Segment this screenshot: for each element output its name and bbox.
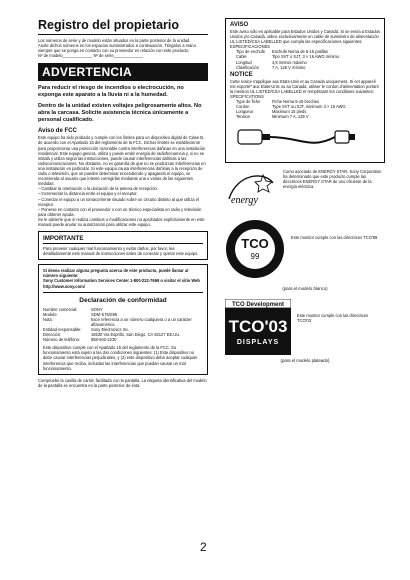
importante-title: IMPORTANTE xyxy=(43,235,203,244)
conf-key: Nombre comercial: xyxy=(43,306,78,312)
conf-key: Nota: xyxy=(43,316,53,322)
tco03-text: Este monitor cumple con las directrices TCO'03 xyxy=(297,312,369,323)
spec-key: Longueur xyxy=(236,109,254,115)
spec-key: Clasificación xyxy=(236,64,259,70)
spec-value: 4,5 metros máximo xyxy=(272,59,307,65)
spec-key: Tipo de enchufe xyxy=(236,49,266,55)
tco99-logo-year: 99 xyxy=(250,251,260,261)
advertencia-warning-1: Para reducir el riesgo de incendios o electrocución, no exponga este aparato a la lluvia ni a la humedad. xyxy=(38,85,184,99)
spec-key: Type de fiche xyxy=(236,99,261,105)
spec-value: Minimum 7 A, 125 V xyxy=(272,114,309,120)
spec-value: 7 A, 125 V mínimo xyxy=(272,64,306,70)
conf-key: Entidad responsable: xyxy=(43,327,82,332)
energy-star-text: Como asociado de ENERGY STAR, Sony Corporation ha determinado que este producto cumple las directrices ENERGY STAR de uso eficiente de la energía eléctrica. xyxy=(283,168,382,189)
power-cord-illustration xyxy=(230,120,380,154)
left-column xyxy=(38,18,208,388)
spec-value: Fiche Nema 5-15 broches xyxy=(272,99,320,105)
conf-key: Número de teléfono: xyxy=(43,337,81,343)
advertencia-title: ADVERTENCIA xyxy=(38,63,208,81)
sony-contact: Sony Customer Information Services Center 1-800-222-7669 o visitar el sitio Web http://www.sony.com/ xyxy=(43,278,200,289)
aviso-body: Este aviso sólo es aplicable para Estados Unidos y Canadá. Si se envía a Estados Unidos y/o Canadá, utilice exclusivamente un cable de suministro de alimentación UL LISTED/CSA LABELLED que cumpla las especificaciones siguientes: xyxy=(230,29,380,45)
aviso-spec-title: ESPECIFICACIONES xyxy=(230,44,271,50)
tco03-caption: (para el modelo plateado) xyxy=(280,357,330,363)
spec-key: Cordon xyxy=(236,104,250,110)
spec-value: Tipo SVT o SJT, 3 × 16 AWG mínimo xyxy=(272,54,340,60)
conformidad-declaration: Este dispositivo cumple con el Apartado 15 del reglamento de la FCC. Su funcionamiento está sujeto a las dos condiciones siguientes: (1) Este dispositivo no debe causar interferencias perjudiciales, y (2) este dispositivo debe aceptar cualquier interferencia que reciba, incluidas las interferencias que puedan causar un mal funcionamiento. xyxy=(43,345,198,371)
tco03-row xyxy=(225,299,385,355)
tco99-caption: (para el modelo blanco) xyxy=(282,285,328,291)
conformidad-table xyxy=(43,307,203,343)
importante-box xyxy=(38,231,208,260)
registro-p2: Anote dichos números en los espacios suministrados a continuación. Téngalos a mano siempre que se ponga en contacto con su proveedor en relación con este producto. xyxy=(38,43,196,54)
tco99-logo xyxy=(225,217,285,283)
spec-value: Enchufe Nema de 5-15 patillas xyxy=(272,49,328,55)
svg-text:energy: energy xyxy=(231,194,258,206)
notice-body: Cette notice s'applique aux Etats-Unis et au Canada uniquement. Si cet appareil est exporté* aux Etats-Unis ou au Canada, utiliser le cordon d'alimentation portant la mention UL LISTED/CSA LABELLED et remplissant les conditions suivantes: xyxy=(230,78,379,94)
conf-value: 858-942-2230 xyxy=(91,337,117,343)
conf-value: Sony Electronics Inc. xyxy=(91,327,130,332)
advertencia-warning-2: Dentro de la unidad existen voltajes peligrosamente altos. No abra la carcasa. Solicite asistencia técnica únicamente a personal cualificado. xyxy=(38,103,202,124)
conformidad-title: Declaración de conformidad xyxy=(79,296,167,304)
tco03-logo xyxy=(225,299,291,355)
energy-star-row xyxy=(225,169,385,209)
conf-value: SDM-S75/S95 xyxy=(91,311,118,317)
tco03-logo-text: TCO'03 xyxy=(228,316,288,336)
sony-question: Si desea realizar alguna pregunta acerca de este producto, puede llamar al número siguiente: xyxy=(43,268,189,279)
fcc-measure-2: – Incrementar la distancia entre el equipo y el receptor. xyxy=(38,191,138,197)
spec-value: Maximum 15 pieds xyxy=(272,109,307,115)
tco99-text: Este monitor cumple con las directrices TCO'99 xyxy=(291,234,378,240)
tco03-logo-header: TCO Development xyxy=(231,301,285,308)
aviso-title: AVISO xyxy=(230,22,249,28)
importante-body: Para prevenir cualquier mal funcionamiento y evitar daños, por favor, lea detalladamente este manual de instrucciones antes de conectar y operar este equipo. xyxy=(43,246,199,257)
conf-value: hace referencia a un número cualquiera o a un carácter alfanumérico. xyxy=(91,316,192,327)
registro-fields: Nº de modelo_____________ Nº de serie_____________ xyxy=(38,53,144,59)
sony-box xyxy=(38,264,208,375)
registro-p1: Los números de serie y de modelo están situados en la parte posterior de la unidad. xyxy=(38,38,191,43)
fcc-measure-3: – Conectar el equipo a un tomacorriente situado sobre un circuito distinto al que utiliza el receptor. xyxy=(38,196,199,207)
fcc-title: Aviso de FCC xyxy=(38,128,77,135)
tco99-logo-text: TCO xyxy=(241,235,269,251)
conf-value: 16530 Via Esprillo, San Diego, CA 92127 EE.UU. xyxy=(91,332,181,338)
spec-value: Type SVT ou SJT, minimum 3 × 16 AWG xyxy=(272,104,346,110)
right-column xyxy=(225,18,385,366)
tco99-row xyxy=(225,217,385,283)
tco03-logo-sub: DISPLAYS xyxy=(236,338,280,346)
fcc-measure-4: – Ponerse en contacto con el proveedor o con un técnico especialista en radio y televisión para obtener ayuda. xyxy=(38,206,202,217)
fcc-body: Este equipo ha sido probado y cumple con los límites para un dispositivo digital de Clase B, de acuerdo con el Apartado 15 del reglamento de la FCC. Dichos límites se establecieron para proporcionar una protección razonable contra interferencias dañinas en una instalación residencial. Este equipo genera, utiliza y puede emitir energía de radiofrecuencia y, si no se instala y utiliza según las instrucciones, puede causar interferencias dañinas a las radiocomunicaciones. No obstante, no es garantía de que no se produzcan interferencias en una instalación en particular. Si este equipo causa interferencias dañinas a la recepción de radio o televisión, que se pueden determinar encendiendo y apagando el equipo, se recomienda al usuario que intente corregirlas mediante una o varias de las siguientes medidas: xyxy=(38,135,206,187)
aviso-box xyxy=(225,18,385,163)
fcc-footer: Se le advierte que si realiza cambios o modificaciones no aprobados explícitamente en este manual puede anular su autorización para utilizar este equipo. xyxy=(38,216,205,227)
spec-key: Cable xyxy=(236,54,247,60)
energy-star-logo xyxy=(225,169,277,209)
notice-spec-title: SPECIFICATIONS xyxy=(230,94,264,100)
label-note: Compruebe la casilla de cartón facilitada con la pantalla. La etiqueta identificativa del modelo de la pantalla se encuentra en la parte posterior de ésta. xyxy=(38,377,207,388)
conf-key: Dirección: xyxy=(43,332,62,338)
fcc-measure-1: – Cambiar la orientación o la ubicación de la antena de recepción. xyxy=(38,186,158,192)
notice-title: NOTICE xyxy=(230,71,253,78)
conf-key: Modelo: xyxy=(43,311,58,317)
spec-key: Tension xyxy=(236,114,251,120)
aviso-spec-table xyxy=(230,49,380,69)
spec-key: Longitud xyxy=(236,59,252,65)
notice-spec-table xyxy=(230,99,380,119)
page-number: 2 xyxy=(200,540,207,554)
conf-value: SONY xyxy=(91,306,103,312)
divider xyxy=(43,292,203,293)
registro-title: Registro del propietario xyxy=(38,18,208,35)
